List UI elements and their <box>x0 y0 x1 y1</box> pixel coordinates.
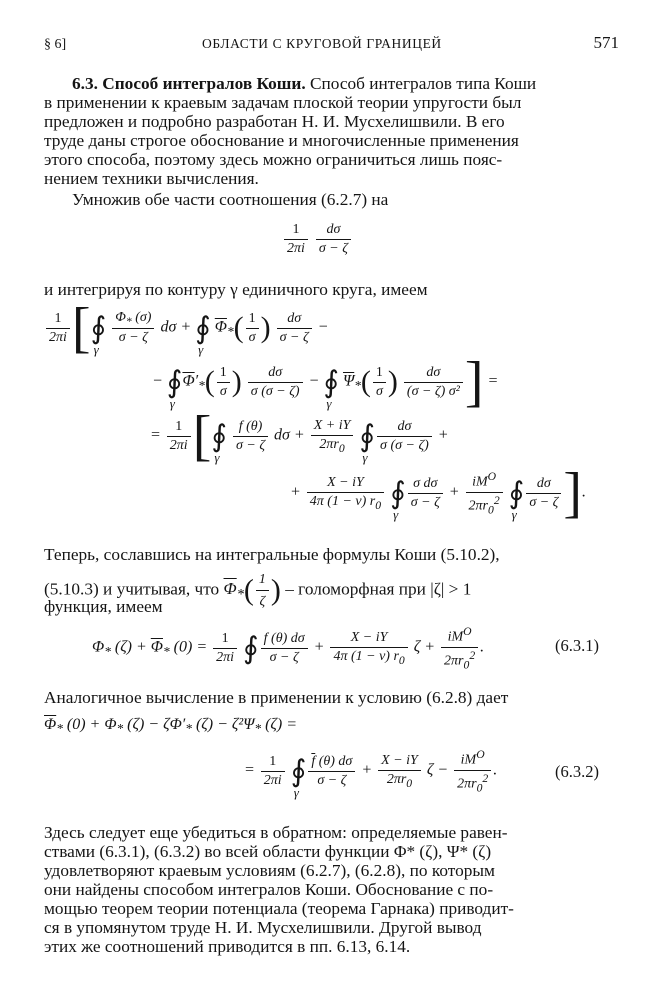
equation-number-6-3-1: (6.3.1) <box>555 636 599 655</box>
paragraph-conclusion: Здесь следует еще убедиться в обратном: определяемые равен- ствами (6.3.1), (6.3.2) во всей области функции Φ* (ζ), Ψ* (ζ) удовлетворяют краевым условиям (6.2.7), (6.2.8), по которым они найдены способом интегралов Коши. Обоснование с по- мощью теорем теории потенциала (теорема Гарнака) приводит- ся в упомянутом труде Н. И. Мусхелишвили. Другой вывод этих же соотношений приводится в пп. 6.13, 6.14. <box>44 823 514 956</box>
paragraph-cauchy: Теперь, сославшись на интегральные формулы Коши (5.10.2), <box>44 545 500 564</box>
multiplier-formula: $\frac{1}{2\pi i}$ $\frac{d\sigma}{\sigma - \zeta}$ <box>282 222 353 257</box>
equation-6-3-1: $\Phi_*$ $(\zeta) + \overline{\Phi}_*$ (0) = $\frac{1}{2\pi i}$ ∮ $\frac{f (\theta) d\sigma}{\sigma - \zeta}$ + $\frac{X - iY}{4\pi (1 - \nu) r_0}$ ζ + $\frac{iM^O}{2\pi r_0^2}$ . <box>92 625 485 672</box>
running-header <box>44 33 619 57</box>
running-title: ОБЛАСТИ С КРУГОВОЙ ГРАНИЦЕЙ <box>202 36 442 51</box>
section-mark: § 6] <box>44 37 67 52</box>
equation-line-1: $\frac{1}{2\pi i}$ [∮ γ $\frac{\Phi_* (\sigma)}{\sigma - \zeta}$ dσ + ∮ γ $\overline{\Phi}_*$( $\frac{1}{\sigma}$ ) $\frac{d\sigma}{\sigma - \zeta}$ − <box>44 308 328 348</box>
paragraph-cauchy-line3: функция, имеем <box>44 597 163 616</box>
page-number: 571 <box>593 33 619 52</box>
section-heading: 6.3. Способ интегралов Коши. <box>72 74 306 93</box>
paragraph-cauchy-line2: (5.10.3) и учитывая, что $\overline{\Phi}_*$( $\frac{1}{\zeta}$ ) – голоморфная при |ζ| > 1 <box>44 572 472 609</box>
paragraph-multiply: Умножив обе части соотношения (6.2.7) на <box>72 190 389 209</box>
equation-line-2: − ∮ γ $\overline{\Phi}'_*$( $\frac{1}{\sigma}$ ) $\frac{d\sigma}{\sigma (\sigma - \zeta)}$ − ∮ γ $\overline{\Psi}_*$( $\frac{1}{\sigma}$ ) $\frac{d\sigma}{\text{(σ − ζ) σ²}}$ ] = <box>152 351 499 413</box>
paragraph-intro: 6.3. Способ интегралов Коши. Способ интегралов типа Коши в применении к краевым задачам плоской теории упругости был предложен и подробно разработан Н. И. Мусхелишвили. В его труде даны строгое обоснование и многочисленные применения этого способа, поэтому здесь можно ограничиться лишь пояс- нением техники вычисления. <box>44 74 537 188</box>
equation-6-3-2-lhs: $\overline{\Phi}_*$ $(0) + \Phi_*$ $(\zeta) - \zeta\Phi'_*$ $(\zeta) - \zeta^2\Psi_*$ (ζ) = <box>44 716 297 737</box>
equation-6-3-2-rhs: = $\frac{1}{2\pi i}$ ∮ γ $\frac{\overline{f} (\theta) d\sigma}{\sigma - \zeta}$ + $\frac{X - iY}{2\pi r_0}$ ζ − $\frac{iM^O}{2\pi r_0^2}$ . <box>244 748 498 800</box>
paragraph-integrate: и интегрируя по контуру γ единичного круга, имеем <box>44 280 428 299</box>
equation-line-3: = $\frac{1}{2\pi i}$ [∮ γ $\frac{f (\theta)}{\sigma - \zeta}$ dσ + $\frac{X + iY}{2\pi r_0}$ ∮ γ $\frac{d\sigma}{\sigma (\sigma - \zeta)}$ + <box>150 405 449 467</box>
equation-number-6-3-2: (6.3.2) <box>555 762 599 781</box>
equation-line-4: + $\frac{X - iY}{4\pi (1 - \nu) r_0}$ ∮ γ $\frac{\text{σ dσ}}{\sigma - \zeta}$ + $\frac{iM^O}{2\pi r_0^2}$ ∮ γ $\frac{d\sigma}{\sigma - \zeta}$ ]. <box>290 462 586 525</box>
paragraph-analog: Аналогичное вычисление в применении к условию (6.2.8) дает <box>44 688 509 707</box>
